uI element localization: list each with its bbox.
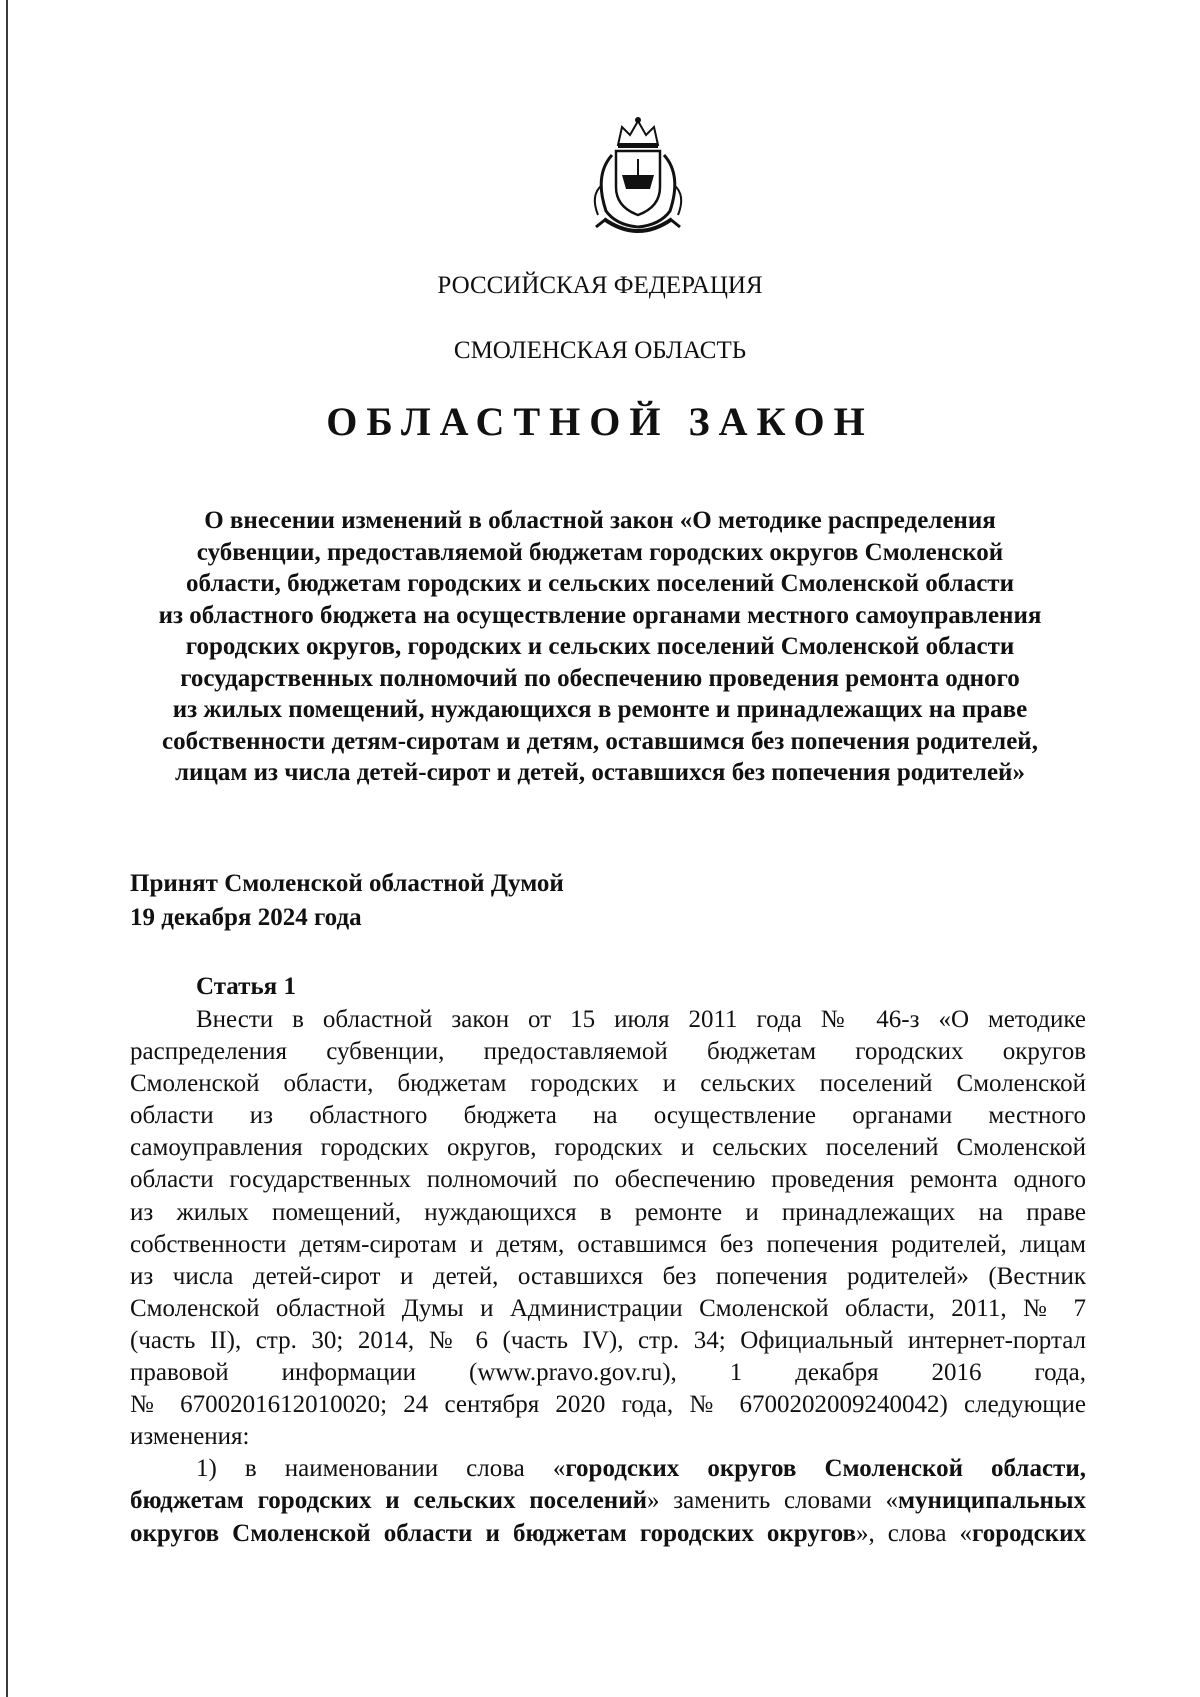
title-line: из жилых помещений, нуждающихся в ремонте и принадлежащих на праве [172,696,1028,723]
body-line: самоуправления городских округов, городских и сельских поселений Смоленской [130,1134,1086,1162]
article-heading: Статья 1 [196,973,296,1000]
title-line: городских округов, городских и сельских поселений Смоленской области [185,633,1015,660]
body-line: собственности детям-сиротам и детям, оставшимся без попечения родителей, лицам [130,1230,1086,1258]
body-line: правовой информации (www.pravo.gov.ru), 1 декабря 2016 года, [130,1359,1086,1387]
adoption-note [130,867,564,935]
item-1-text: », слова « [855,1519,973,1547]
adopted-date: 19 декабря 2024 года [130,904,362,931]
item-1-quote: округов Смоленской области и бюджетам городских округов [130,1519,856,1547]
country-name: РОССИЙСКАЯ ФЕДЕРАЦИЯ [437,272,763,299]
document-type: ОБЛАСТНОЙ ЗАКОН [326,399,874,444]
item-1-line [130,1453,1086,1485]
body-line: из числа детей-сирот и детей, оставшихся без попечения родителей» (Вестник [130,1262,1086,1290]
title-line: лицам из числа детей-сирот и детей, оставшихся без попечения родителей» [175,759,1025,786]
title-line: из областного бюджета на осуществление органами местного самоуправления [158,601,1042,629]
body-line: (часть II), стр. 30; 2014, № 6 (часть IV), стр. 34; Официальный интернет-портал [130,1326,1086,1354]
item-1-line [130,1485,1086,1517]
title-line: государственных полномочий по обеспечению проведения ремонта одного [180,664,1020,692]
item-1-text: 1) в наименовании слова « [196,1455,566,1483]
body-line: Смоленской областной Думы и Администрации Смоленской области, 2011, № 7 [130,1294,1086,1322]
article-body [130,1004,1086,1550]
item-1-line [130,1518,1086,1550]
region-name: СМОЛЕНСКАЯ ОБЛАСТЬ [453,337,747,364]
item-1-quote: городских [972,1519,1086,1547]
body-line: Смоленской области, бюджетам городских и сельских поселений Смоленской [130,1070,1086,1098]
body-line: области государственных полномочий по обеспечению проведения ремонта одного [130,1166,1086,1194]
body-line: распределения субвенции, предоставляемой бюджетам городских округов [130,1038,1086,1066]
body-line: из жилых помещений, нуждающихся в ремонте и принадлежащих на праве [130,1198,1086,1226]
item-1-text: » заменить словами « [647,1487,899,1515]
item-1-quote: бюджетам городских и сельских поселений [130,1487,648,1515]
body-line: № 6700201612010020; 24 сентября 2020 года, № 6700202009240042) следующие [130,1391,1086,1419]
title-line: собственности детям-сиротам и детям, оставшимся без попечения родителей, [162,727,1038,755]
page-edge [6,0,8,1697]
title-line: области, бюджетам городских и сельских поселений Смоленской области [186,570,1014,597]
body-line: области из областного бюджета на осуществление органами местного [130,1102,1086,1130]
adopted-by: Принят Смоленской областной Думой [130,870,564,897]
body-line: изменения: [130,1423,250,1451]
item-1-quote: городских округов Смоленской области, [565,1455,1086,1483]
title-line: О внесении изменений в областной закон «О методике распределения [204,507,996,534]
item-1-quote: муниципальных [898,1487,1086,1515]
coat-of-arms-emblem [582,115,694,245]
body-line: Внести в областной закон от 15 июля 2011 года № 46-з «О методике [196,1006,1086,1033]
law-title [100,505,1100,789]
title-line: субвенции, предоставляемой бюджетам городских округов Смоленской [196,538,1004,566]
